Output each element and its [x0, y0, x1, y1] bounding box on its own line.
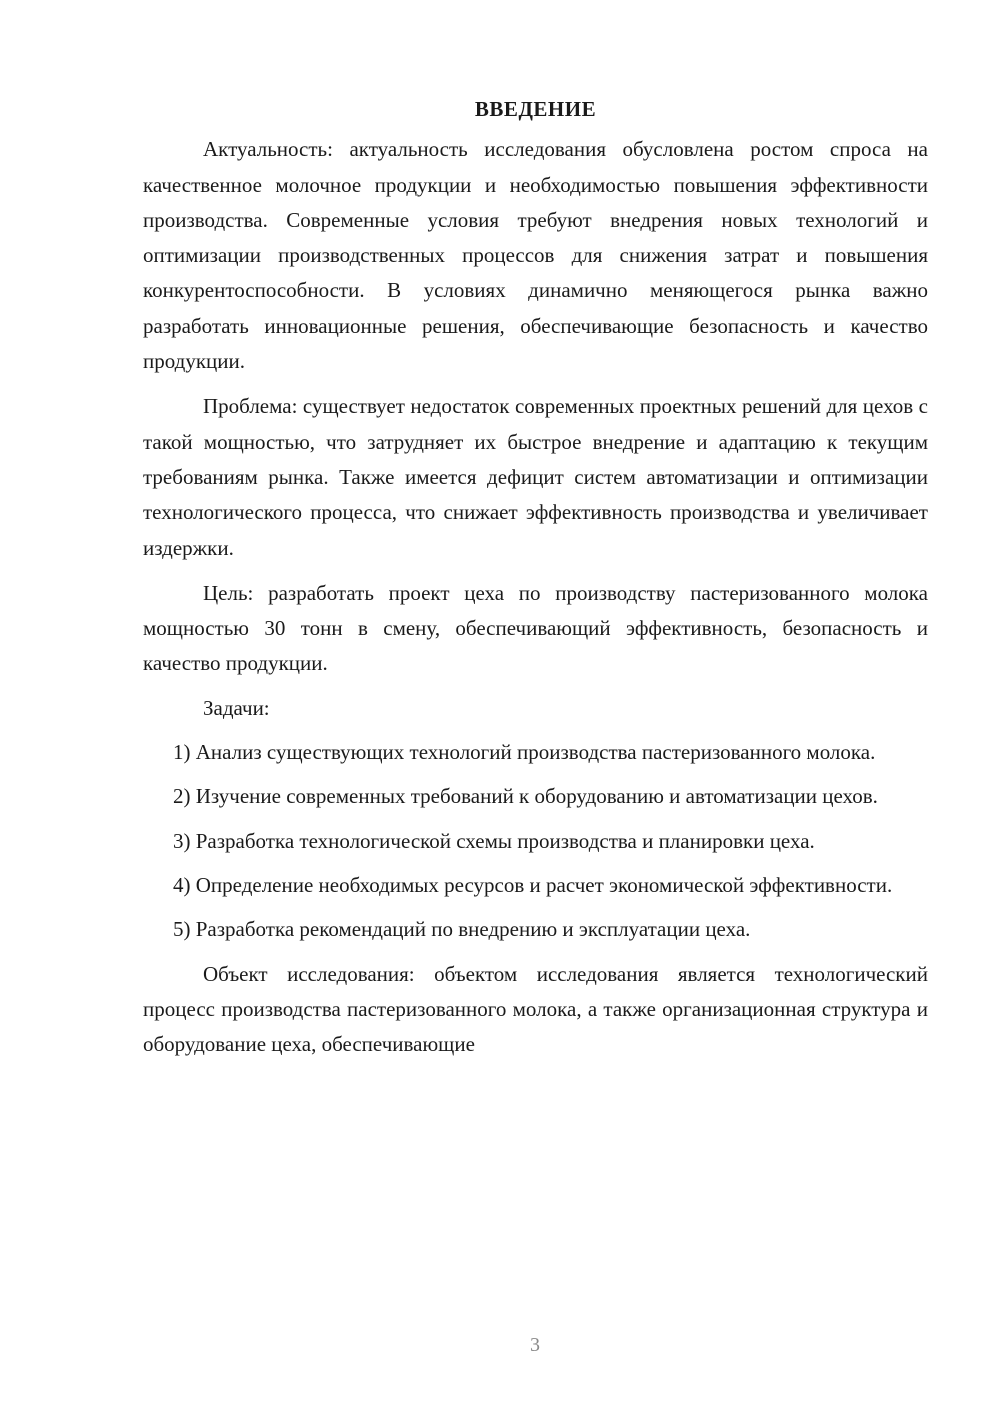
task-item-2: 2) Изучение современных требований к оборудованию и автоматизации цехов. — [173, 784, 878, 809]
section-title: ВВЕДЕНИЕ — [474, 97, 597, 121]
paragraph-object: Объект исследования: объектом исследования является технологический процесс производства пастеризованного молока, а также организационная структура и оборудование цеха, обеспечивающие — [143, 961, 928, 1057]
task-item-1: 1) Анализ существующих технологий производства пастеризованного молока. — [173, 740, 876, 765]
task-item-5: 5) Разработка рекомендаций по внедрению и эксплуатации цеха. — [173, 917, 751, 942]
tasks-heading: Задачи: — [203, 695, 270, 720]
task-item-4: 4) Определение необходимых ресурсов и расчет экономической эффективности. — [173, 872, 893, 897]
paragraph-relevance: Актуальность: актуальность исследования обусловлена ростом спроса на качественное молочное продукции и необходимостью повышения эффективности производства. Современные условия требуют внедрения новых технологий и оптимизации производственных процессов для снижения затрат и повышения конкурентоспособности. В условиях динамично меняющегося рынка важно разработать инновационные решения, обеспечивающие безопасность и качество продукции. — [143, 137, 928, 374]
paragraph-goal: Цель: разработать проект цеха по производству пастеризованного молока мощностью 30 тонн в смену, обеспечивающий эффективность, безопасность и качество продукции. — [143, 580, 928, 676]
page-number: 3 — [530, 1334, 540, 1356]
task-item-3: 3) Разработка технологической схемы производства и планировки цеха. — [173, 828, 815, 853]
page-content — [143, 92, 928, 1062]
paragraph-problem: Проблема: существует недостаток современных проектных решений для цехов с такой мощностью, что затрудняет их быстрое внедрение и адаптацию к текущим требованиям рынка. Также имеется дефицит систем автоматизации и оптимизации технологического процесса, что снижает эффективность производства и увеличивает издержки. — [143, 394, 928, 560]
